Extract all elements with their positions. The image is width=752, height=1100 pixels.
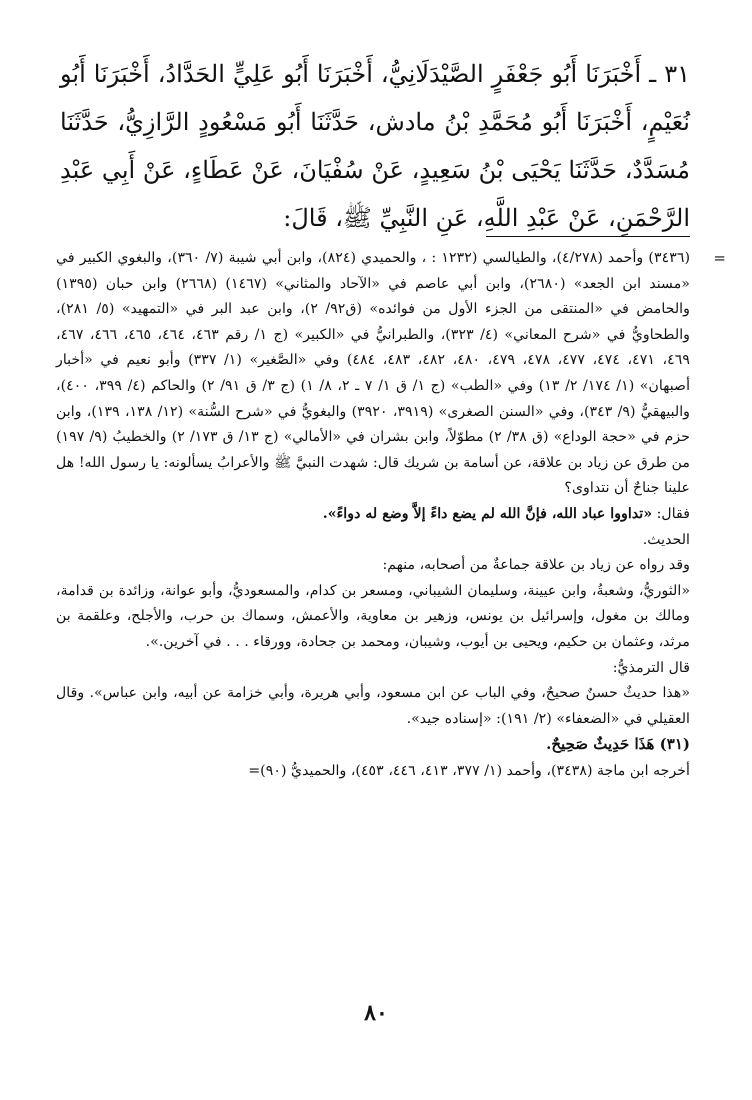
footnote-paragraph-tirmidhi-quote: «هذا حديثٌ حسنٌ صحيحٌ، وفي الباب عن ابن مسعود، وأبي هريرة، وأبي خزامة عن أبيه، وابن عباس». وقال العقيلي في «الضعفاء» (٢/ ١٩١): «إسناده جيد».: [56, 685, 690, 727]
footnote-paragraph-grading: [56, 732, 690, 759]
footnote-paragraph-tirmidhi-label: قال الترمذيُّ:: [612, 659, 690, 676]
grading-heading: هَذَا حَدِيثٌ صَحِيحٌ.: [546, 735, 655, 754]
footnote-paragraph-hadith: الحديث.: [642, 531, 690, 548]
footnote-paragraph-quote: [56, 502, 690, 528]
footnote-paragraph-takhrij: أخرجه ابن ماجة (٣٤٣٨)، وأحمد (١/ ٣٧٧، ٤١٣، ٤٤٦، ٤٥٣)، والحميديُّ (٩٠)=: [248, 762, 690, 779]
footnote-paragraph-sources: [56, 246, 726, 502]
hadith-chain-paragraph: ٣١ ـ أَخْبَرَنَا أَبُو جَعْفَرٍ الصَّيْدَلَانِيُّ، أَخْبَرَنَا أَبُو عَلِيٍّ الحَدَّادُ، أَخْبَرَنَا أَبُو نُعَيْمٍ، أَخْبَرَنَا أَبُو مُحَمَّدِ بْنُ مادش، حَدَّثَنَا أَبُو مَسْعُودٍ الرَّازِيُّ، حَدَّثَنَا مُسَدَّدٌ، حَدَّثَنَا يَحْيَى بْنُ سَعِيدٍ، عَنْ سُفْيَانَ، عَنْ عَطَاءٍ، عَنْ أَبِي عَبْدِ الرَّحْمَنِ، عَنْ عَبْدِ اللَّهِ، عَنِ النَّبِيِّ ﷺ، قَالَ:: [60, 60, 690, 232]
footnote-paragraph-narrators-list: «الثوريُّ، وشعبةُ، وابن عيينة، وسليمان الشيباني، ومسعر بن كدام، والمسعوديُّ، وأبو عوانة، وزائدة بن قدامة، ومالك بن مغول، وإسرائيل بن يونس، وزهير بن معاوية، والأعمش، وسماك بن حرب، والأجلح، وعلقمة بن مرثد، وعثمان بن حكيم، ويحيى بن أيوب، وشيبان، ومحمد بن جحادة، وورقاء . . . في آخرين.».: [56, 582, 690, 650]
page-number: ٨٠: [364, 1000, 388, 1026]
prophetic-quote: «تداووا عباد الله، فإنَّ الله لم يضع داءً إلاَّ وضع له دواءً».: [322, 505, 653, 522]
footnote-sources-text: (٣٤٣٦) وأحمد (٤/٢٧٨)، والطيالسي (١٢٣٢ : ، والحميدي (٨٢٤)، وابن أبي شيبة (٧/ ٣٦٠)، والبغوي الكبير في «مسند ابن الجعد» (٢٦٨٠)، وابن أبي عاصم في «الآحاد والمثاني» (١٤٦٧) (٢٦٦٨) وابن حبان (١٣٩٥) والحامض في «المنتقى من الجزء الأول من فوائده» (ق٩٢/ ٢)، وابن عبد البر في «التمهيد» (٥/ ٢٨١)، والطحاويُّ في «شرح المعاني» (٤/ ٣٢٣)، والطبرانيُّ في «الكبير» (ج ١/ رقم ٤٦٣، ٤٦٤، ٤٦٥، ٤٦٦، ٤٦٧، ٤٦٩، ٤٧١، ٤٧٤، ٤٧٧، ٤٧٨، ٤٧٩، ٤٨٠، ٤٨٢، ٤٨٣، ٤٨٤) وفي «الصَّغير» (١/ ٣٣٧) وأبو نعيم في «أخبار أصبهان» (١/ ١٧٤/ ٢/ ١٣) وفي «الطب» (ج ١/ ق ١/ ٧ ـ ٢، ٨/ ١) (ج ٣/ ق ٩١/ ٢) والحاكم (٤/ ٣٩٩، ٤٠٠)، والبيهقيُّ (٩/ ٣٤٣)، وفي «السنن الصغرى» (٣٩١٩، ٣٩٢٠) والبغويُّ في «شرح السُّنة» (١٢/ ١٣٨، ١٣٩)، وابن حزم في «حجة الوداع» (ق ٣٨/ ٢) مطوّلاً، وابن بشران في «الأمالي» (ج ١٣/ ق ١٧٣/ ٢) والخطيبُ (٩/ ١٩٧) من طرق عن زياد بن علاقة، عن أسامة بن شريك قال: شهدت النبيَّ ﷺ والأعرابُ يسألونه: يا رسول الله! هل علينا جناحٌ أن نتداوى؟: [56, 250, 691, 497]
footnotes-block: [56, 246, 726, 784]
footnote-number: (٣١): [654, 735, 690, 754]
footnote-paragraph-narrators-intro: وقد رواه عن زياد بن علاقة جماعةٌ من أصحابه، منهم:: [382, 557, 690, 574]
footnote-separator: [486, 236, 690, 237]
main-text-block: [60, 50, 690, 242]
quote-lead: فقال:: [652, 505, 690, 522]
continuation-mark: =: [713, 249, 726, 267]
